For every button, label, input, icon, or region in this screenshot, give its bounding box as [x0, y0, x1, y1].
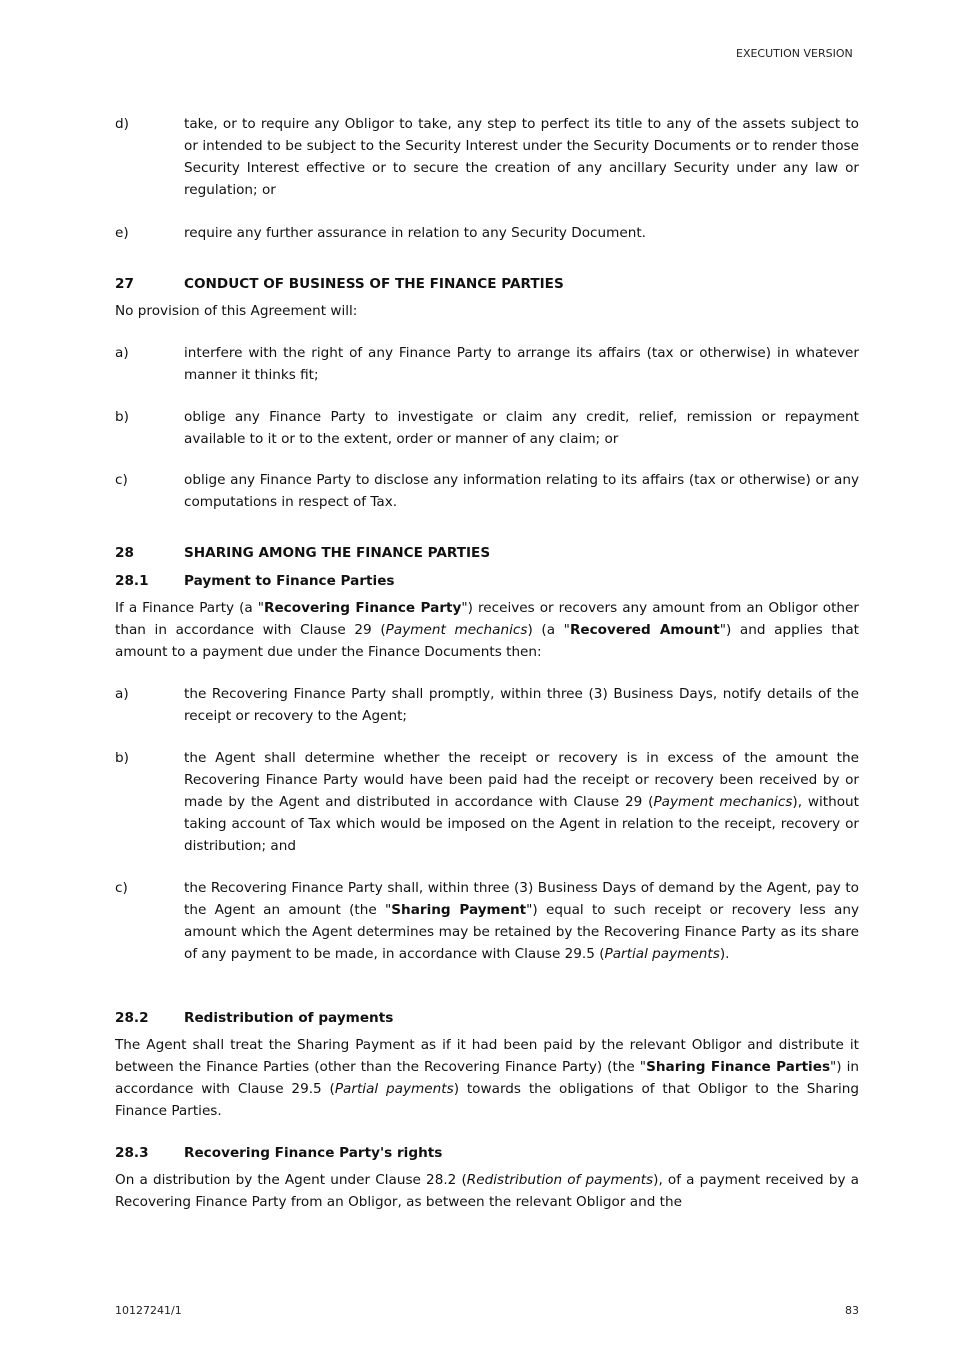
text-segment: ), of a payment received by a Recovering Finance Party from an Obligor, as between the relevant Obligor and the	[115, 1172, 859, 1210]
list-item	[115, 222, 859, 244]
text-segment: take, or to require any Obligor to take, any step to perfect its title to any of the assets subject to or intended to be subject to the Security Interest under the Security Documents or to render those Security Interest effective or to secure the creation of any ancillary Security under any law or regulation; or	[184, 116, 859, 198]
list-text	[184, 342, 859, 386]
text-segment: ).	[719, 946, 730, 962]
text-segment: interfere with the right of any Finance Party to arrange its affairs (tax or otherwise) in whatever manner it thinks fit;	[184, 345, 859, 383]
section-heading	[115, 542, 859, 564]
list-label: a)	[115, 345, 129, 361]
list-label: b)	[115, 409, 129, 425]
list-label: b)	[115, 750, 129, 766]
section-heading	[115, 1007, 859, 1029]
text-segment: If a Finance Party (a "	[115, 600, 264, 616]
text-segment: oblige any Finance Party to investigate or claim any credit, relief, remission or repayment available to it or to the extent, order or manner of any claim; or	[184, 409, 859, 447]
list-item	[115, 469, 859, 513]
list-label: c)	[115, 880, 128, 896]
list-text	[184, 469, 859, 513]
list-item	[115, 342, 859, 386]
paragraph	[115, 300, 859, 322]
page-number: 83	[845, 1304, 859, 1317]
section-heading	[115, 1142, 859, 1164]
heading-number: 28.3	[115, 1145, 149, 1161]
text-segment: No provision of this Agreement will:	[115, 303, 358, 319]
text-segment: the Agent shall determine whether the receipt or recovery is in excess of the amount the Recovering Finance Party would have been paid had the receipt or recovery been received by or made by the Agent and distributed in accordance with Clause 29 (	[184, 750, 859, 810]
text-segment: ) towards the obligations of that Obligor to the Sharing Finance Parties.	[115, 1081, 859, 1119]
paragraph	[115, 597, 859, 663]
heading-number: 28	[115, 545, 134, 561]
text-segment: require any further assurance in relation to any Security Document.	[184, 225, 646, 241]
heading-number: 27	[115, 276, 134, 292]
list-item	[115, 113, 859, 201]
clause-reference: Partial payments	[334, 1081, 454, 1097]
list-label: c)	[115, 472, 128, 488]
list-text	[184, 222, 859, 244]
text-segment: ") and applies that amount to a payment due under the Finance Documents then:	[115, 622, 859, 660]
text-segment: On a distribution by the Agent under Clause 28.2 (	[115, 1172, 467, 1188]
defined-term: Sharing Payment	[391, 902, 527, 918]
list-item	[115, 877, 859, 965]
text-segment: The Agent shall treat the Sharing Payment as if it had been paid by the relevant Obligor and distribute it between the Finance Parties (other than the Recovering Finance Party) (the "	[115, 1037, 859, 1075]
list-text	[184, 877, 859, 965]
clause-reference: Payment mechanics	[653, 794, 793, 810]
text-segment: the Recovering Finance Party shall, within three (3) Business Days of demand by the Agent, pay to the Agent an amount (the "	[184, 880, 859, 918]
text-segment: ) (a "	[527, 622, 570, 638]
text-segment: oblige any Finance Party to disclose any information relating to its affairs (tax or otherwise) or any computations in respect of Tax.	[184, 472, 859, 510]
list-label: a)	[115, 686, 129, 702]
defined-term: Recovered Amount	[569, 622, 720, 638]
defined-term: Recovering Finance Party	[264, 600, 462, 616]
clause-reference: Payment mechanics	[385, 622, 528, 638]
heading-number: 28.1	[115, 573, 149, 589]
list-text	[184, 747, 859, 857]
list-item	[115, 683, 859, 727]
heading-title: CONDUCT OF BUSINESS OF THE FINANCE PARTIES	[184, 276, 564, 292]
text-segment: ), without taking account of Tax which would be imposed on the Agent in relation to the receipt, recovery or distribution; and	[184, 794, 859, 854]
list-text	[184, 406, 859, 450]
paragraph	[115, 1169, 859, 1213]
text-segment: the Recovering Finance Party shall promptly, within three (3) Business Days, notify details of the receipt or recovery to the Agent;	[184, 686, 859, 724]
heading-title: Redistribution of payments	[184, 1010, 394, 1026]
list-label: d)	[115, 116, 129, 132]
text-segment: ") in accordance with Clause 29.5 (	[115, 1059, 860, 1097]
document-id: 10127241/1	[115, 1304, 182, 1317]
list-text	[184, 683, 859, 727]
section-heading	[115, 273, 859, 295]
list-item	[115, 747, 859, 857]
version-header: EXECUTION VERSION	[736, 47, 853, 60]
clause-reference: Partial payments	[604, 946, 720, 962]
heading-title: Payment to Finance Parties	[184, 573, 395, 589]
text-segment: ") equal to such receipt or recovery less any amount which the Agent determines may be retained by the Recovering Finance Party as its share of any payment to be made, in accordance with Clause 29.5 (	[184, 902, 860, 962]
heading-number: 28.2	[115, 1010, 149, 1026]
heading-title: SHARING AMONG THE FINANCE PARTIES	[184, 545, 491, 561]
heading-title: Recovering Finance Party's rights	[184, 1145, 443, 1161]
text-segment: ") receives or recovers any amount from an Obligor other than in accordance with Clause 29 (	[115, 600, 859, 638]
paragraph	[115, 1034, 859, 1122]
list-item	[115, 406, 859, 450]
section-heading	[115, 570, 859, 592]
defined-term: Sharing Finance Parties	[646, 1059, 831, 1075]
clause-reference: Redistribution of payments	[466, 1172, 654, 1188]
list-text	[184, 113, 859, 201]
list-label: e)	[115, 225, 129, 241]
